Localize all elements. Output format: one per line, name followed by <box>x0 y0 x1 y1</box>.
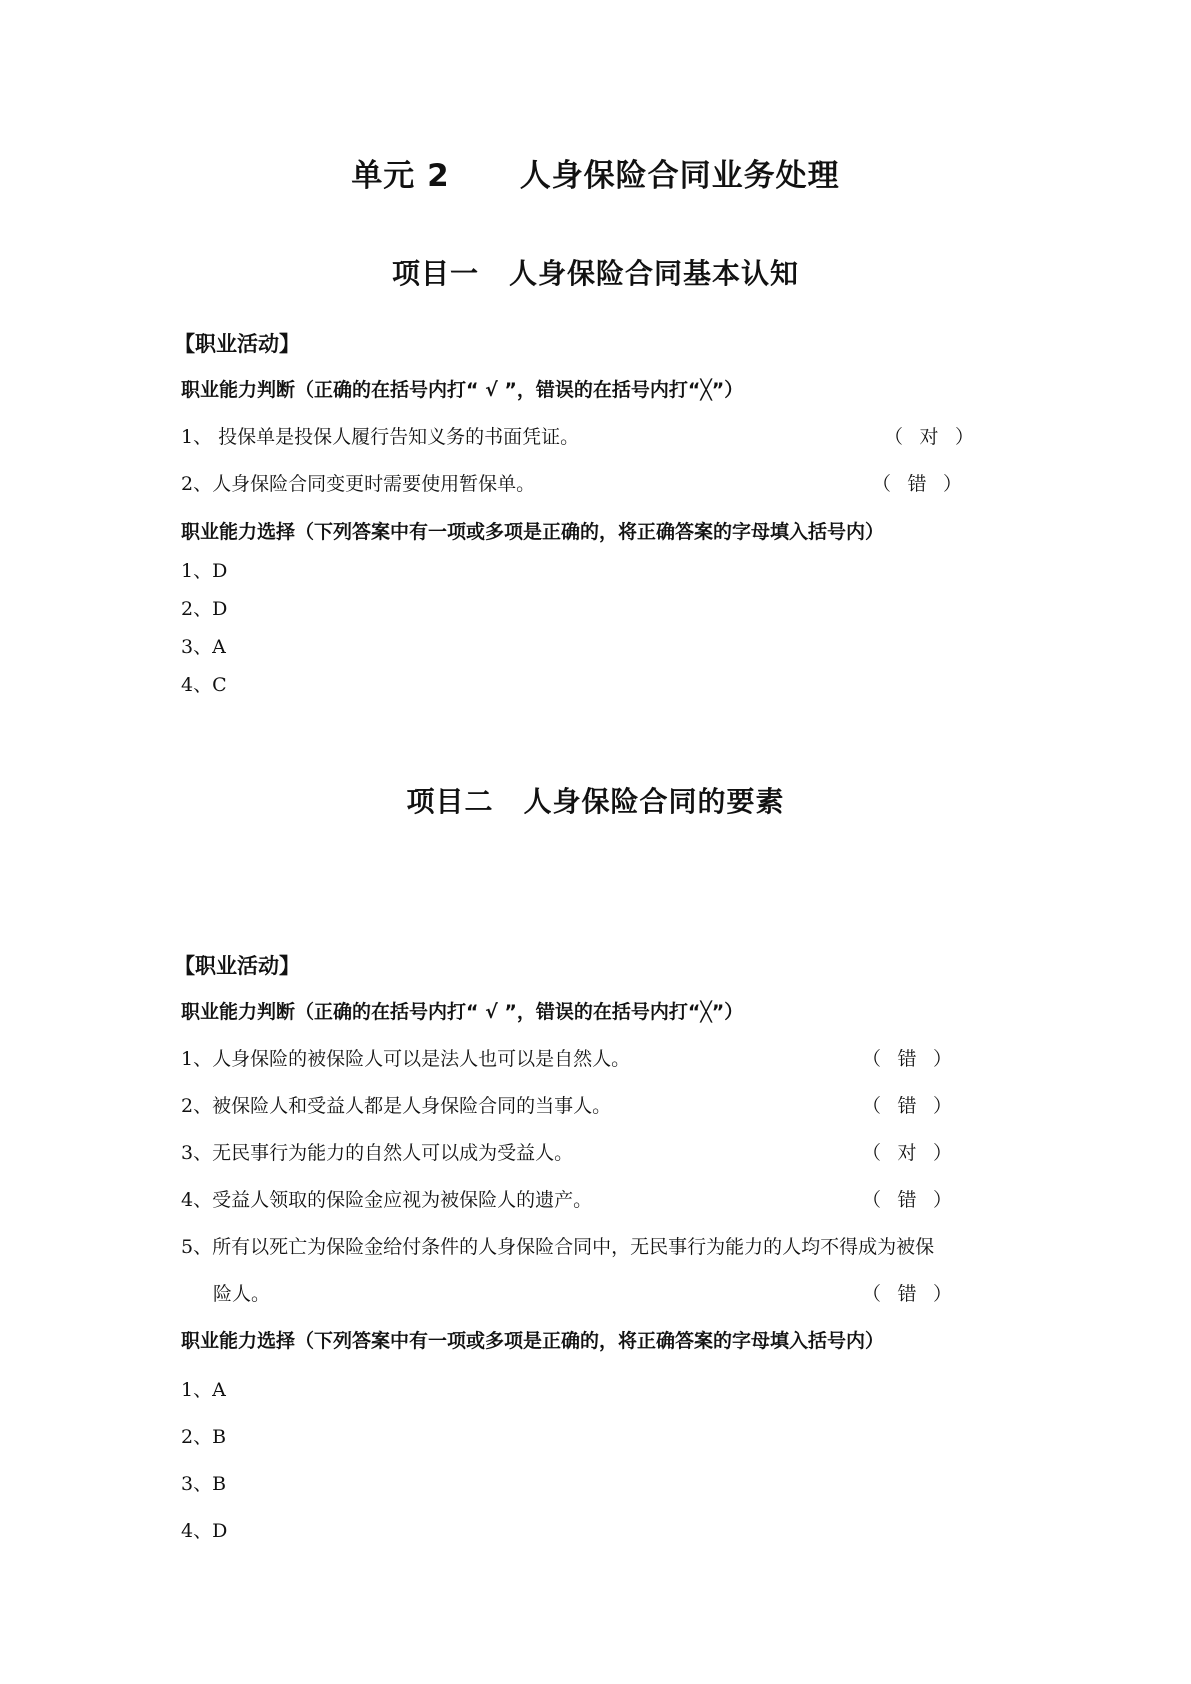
project1-activity-label: 【职业活动】 <box>174 332 300 356</box>
unit-name: 人身保险合同业务处理 <box>519 158 840 194</box>
project1-judge-answer-2: （ 错 ） <box>872 469 962 496</box>
project2-choice-heading: 职业能力选择（下列答案中有一项或多项是正确的，将正确答案的字母填入括号内） <box>181 1330 885 1352</box>
project2-judge-item-2: 2、被保险人和受益人都是人身保险合同的当事人。 <box>181 1095 612 1117</box>
project1-judge-answer-1: （ 对 ） <box>884 422 974 449</box>
project1-judge-item-2: 2、人身保险合同变更时需要使用暂保单。 <box>181 473 536 495</box>
project2-title <box>0 780 1191 820</box>
project2-judge-answer-3: （ 对 ） <box>862 1138 952 1165</box>
project2-choice-item-4: 4、D <box>181 1520 228 1542</box>
project2-judge-heading: 职业能力判断（正确的在括号内打“ √ ”，错误的在括号内打“╳”） <box>181 1001 744 1023</box>
project2-judge-answer-1: （ 错 ） <box>862 1044 952 1071</box>
project2-judge-answer-2: （ 错 ） <box>862 1091 952 1118</box>
project1-choice-item-2: 2、D <box>181 598 228 620</box>
project2-name: 人身保险合同的要素 <box>523 785 785 818</box>
project1-judge-heading: 职业能力判断（正确的在括号内打“ √ ”，错误的在括号内打“╳”） <box>181 379 744 401</box>
answer-mark: 错 <box>897 1095 917 1117</box>
project2-choice-item-3: 3、B <box>181 1473 227 1495</box>
project2-judge-item-3: 3、无民事行为能力的自然人可以成为受益人。 <box>181 1142 574 1164</box>
project2-activity-label: 【职业活动】 <box>174 954 300 978</box>
unit-number: 单元 2 <box>351 158 450 194</box>
project1-name: 人身保险合同基本认知 <box>509 257 800 290</box>
project2-judge-item-5: 5、所有以死亡为保险金给付条件的人身保险合同中，无民事行为能力的人均不得成为被保 <box>181 1236 935 1258</box>
project2-judge-item-5-cont: 险人。 <box>213 1283 271 1305</box>
project1-number: 项目一 <box>391 257 479 290</box>
project1-choice-heading: 职业能力选择（下列答案中有一项或多项是正确的，将正确答案的字母填入括号内） <box>181 521 885 543</box>
project1-title <box>0 252 1191 292</box>
project2-judge-item-4: 4、受益人领取的保险金应视为被保险人的遗产。 <box>181 1189 593 1211</box>
project1-choice-item-3: 3、A <box>181 636 226 658</box>
project2-number: 项目二 <box>406 785 494 818</box>
project2-judge-item-1: 1、人身保险的被保险人可以是法人也可以是自然人。 <box>181 1048 631 1070</box>
project1-choice-item-1: 1、D <box>181 560 228 582</box>
answer-mark: 错 <box>897 1189 917 1211</box>
project2-judge-answer-5: （ 错 ） <box>862 1279 952 1306</box>
answer-mark: 对 <box>897 1142 917 1164</box>
answer-mark: 错 <box>897 1048 917 1070</box>
unit-title <box>0 150 1191 195</box>
project2-choice-item-1: 1、A <box>181 1379 226 1401</box>
answer-mark: 对 <box>919 426 939 448</box>
answer-mark: 错 <box>897 1283 917 1305</box>
project2-choice-item-2: 2、B <box>181 1426 227 1448</box>
answer-mark: 错 <box>907 473 927 495</box>
project1-choice-item-4: 4、C <box>181 674 227 696</box>
project1-judge-item-1: 1、 投保单是投保人履行告知义务的书面凭证。 <box>181 426 580 448</box>
project2-judge-answer-4: （ 错 ） <box>862 1185 952 1212</box>
